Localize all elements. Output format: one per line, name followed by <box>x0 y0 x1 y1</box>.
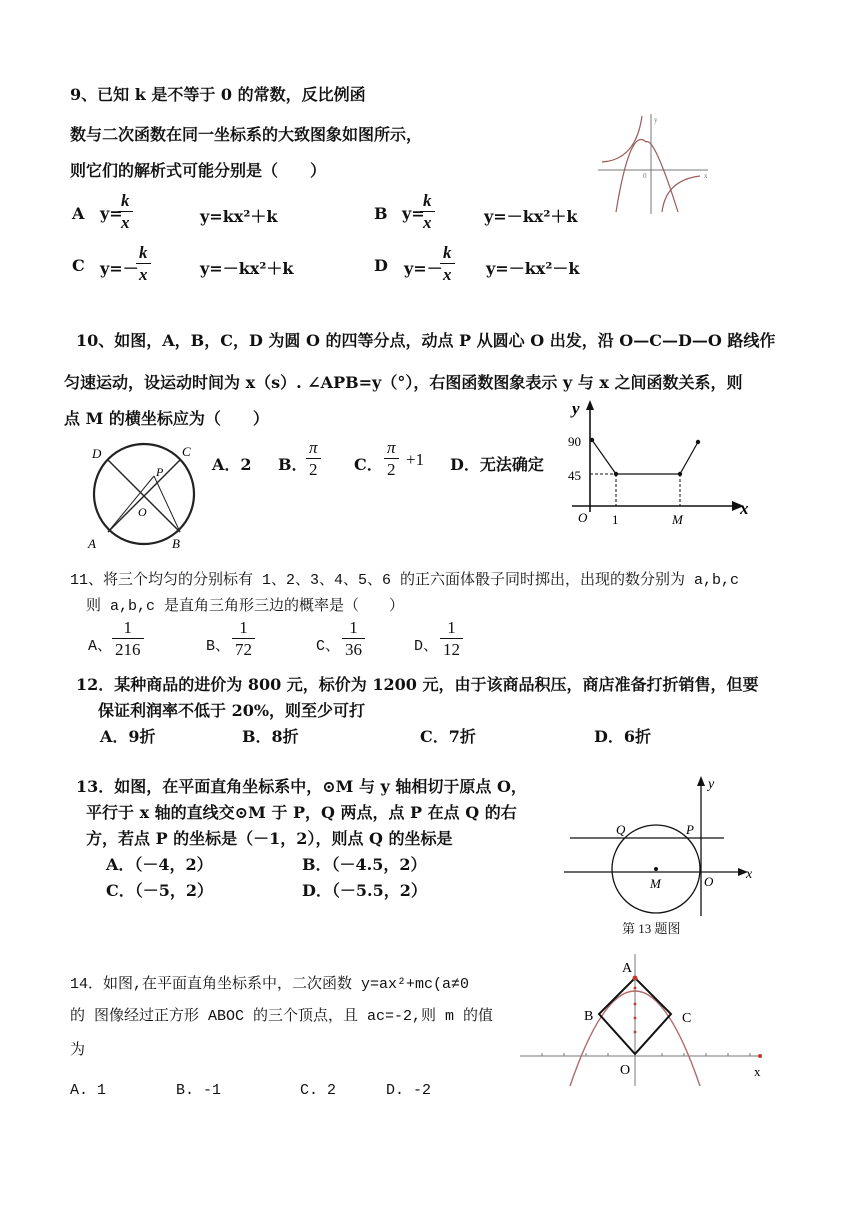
q13-figure <box>558 768 758 940</box>
q11-opt-a-den: 216 <box>112 638 144 661</box>
q14-opt-d: D. -2 <box>386 1082 432 1099</box>
q9-x-label: x <box>704 172 708 180</box>
q13-q-label: Q <box>616 822 626 837</box>
q9-y-label: y <box>654 116 658 124</box>
q13-stem-line3: 方，若点 P 的坐标是（－1，2），则点 Q 的坐标是 <box>86 829 453 848</box>
q13-x-label: x <box>746 867 753 882</box>
q13-opt-a: A．（－4，2） <box>106 855 213 874</box>
q11-opt-d-fraction <box>440 618 463 661</box>
q10-stem-line2: 匀速运动，设运动时间为 x（s）. ∠APB=y（°），右图函数图象表示 y 与 x 之间函数关系，则 <box>64 373 743 392</box>
q9-opt-c-fraction <box>136 243 151 286</box>
q9-opt-a-fraction <box>118 191 133 234</box>
q14-label-b: B <box>584 1009 594 1024</box>
q10-point-m <box>678 472 682 476</box>
q9-parabola <box>616 139 678 212</box>
q11-opt-a-label: A、 <box>88 638 113 655</box>
q10-tick-m: M <box>672 512 683 527</box>
q9-opt-b-fraction <box>420 191 435 234</box>
q10-opt-c-fraction <box>384 438 399 481</box>
q14-label-a: A <box>622 961 633 976</box>
q10-function-graph <box>562 396 758 528</box>
q13-o-label: O <box>704 874 714 889</box>
q13-stem-line2: 平行于 x 轴的直线交⊙M 于 P，Q 两点，点 P 在点 Q 的右 <box>86 803 517 822</box>
q11-opt-c-num: 1 <box>349 618 358 637</box>
q9-opt-a-quad: y=kx²＋k <box>200 207 278 226</box>
q13-opt-d: D．（－5.5，2） <box>302 881 427 900</box>
q9-opt-a-den: x <box>118 211 133 234</box>
q9-opt-b-den: x <box>420 211 435 234</box>
q10-label-a: A <box>88 536 96 551</box>
q9-opt-b-quad: y=－kx²＋k <box>484 207 578 226</box>
q9-opt-c-quad: y=－kx²＋k <box>200 259 294 278</box>
q13-y-label: y <box>708 777 715 792</box>
q10-segment-ap <box>108 476 154 532</box>
q14-label-c: C <box>682 1011 692 1026</box>
q9-figure <box>596 112 716 216</box>
q11-opt-b-fraction <box>232 618 255 661</box>
q13-center-dot <box>654 867 658 871</box>
q11-opt-c-label: C、 <box>316 638 341 655</box>
q10-label-b: B <box>172 536 180 551</box>
q12-stem-line1: 12．某种商品的进价为 800 元，标价为 1200 元，由于该商品积压，商店准备打折销售，但要 <box>76 675 759 694</box>
q9-opt-b-letter: B <box>374 204 388 223</box>
q9-opt-d-pre: y=－ <box>404 259 443 278</box>
q10-tick-1: 1 <box>612 512 619 527</box>
q14-label-x: x <box>754 1064 761 1079</box>
q11-stem-line1: 11、将三个均匀的分别标有 1、2、3、4、5、6 的正六面体骰子同时掷出，出现的数分别为 a,b,c <box>70 572 740 589</box>
q12-opt-c: C．7折 <box>420 727 476 746</box>
q9-opt-c-num: k <box>139 243 148 262</box>
q14-x-axis-dot <box>758 1054 762 1058</box>
q10-stem-line3: 点 M 的横坐标应为（ ） <box>64 409 269 428</box>
q11-stem-line2: 则 a,b,c 是直角三角形三边的概率是（ ） <box>86 598 405 615</box>
q11-opt-b-label: B、 <box>206 638 231 655</box>
q10-segment-pb <box>154 476 180 532</box>
q10-tick-45: 45 <box>568 468 581 483</box>
q9-opt-c-pre: y=－ <box>100 259 139 278</box>
q10-graph-y-label: y <box>572 399 580 418</box>
q13-y-arrow <box>697 776 705 786</box>
q9-opt-d-fraction <box>440 243 455 286</box>
q14-point-a <box>633 976 638 981</box>
q9-opt-a-num: k <box>121 191 130 210</box>
q10-opt-b-num: π <box>309 438 318 457</box>
q14-stem-line2: 的 图像经过正方形 ABOC 的三个顶点，且 ac=-2,则 m 的值 <box>70 1008 494 1025</box>
q13-m-label: M <box>650 876 661 891</box>
q9-stem-line2: 数与二次函数在同一坐标系的大致图象如图所示， <box>70 125 423 144</box>
q9-hyperbola-left <box>602 116 642 162</box>
q12-opt-a: A．9折 <box>100 727 156 746</box>
q13-stem-line1: 13．如图，在平面直角坐标系中，⊙M 与 y 轴相切于原点 O， <box>76 777 527 796</box>
q9-stem-line1: 9、已知 k 是不等于 0 的常数，反比例函 <box>70 85 366 104</box>
q14-opt-b: B. -1 <box>176 1082 222 1099</box>
q13-caption: 第 13 题图 <box>622 921 681 936</box>
q10-graph-x-label: x <box>740 499 749 518</box>
q10-opt-a: A．2 <box>212 455 252 474</box>
q13-opt-c: C．（－5，2） <box>106 881 214 900</box>
q10-tick-90: 90 <box>568 434 581 449</box>
q11-opt-b-den: 72 <box>232 638 255 661</box>
q10-opt-d: D．无法确定 <box>450 455 544 474</box>
q10-label-o: O <box>138 505 147 519</box>
q10-stem-line1: 10、如图，A，B，C，D 为圆 O 的四等分点，动点 P 从圆心 O 出发，沿 O—C—D—O 路线作 <box>76 331 776 350</box>
q11-opt-d-label: D、 <box>414 638 439 655</box>
q9-opt-a-pre: y= <box>100 204 123 223</box>
q11-opt-a-fraction <box>112 618 144 661</box>
q14-figure <box>518 950 770 1090</box>
q13-p-label: P <box>686 822 694 837</box>
q11-opt-d-den: 12 <box>440 638 463 661</box>
q10-label-p: P <box>156 465 164 479</box>
q14-stem-line1: 14．如图,在平面直角坐标系中，二次函数 y=ax²+mc(a≠0 <box>70 976 470 993</box>
q11-opt-d-num: 1 <box>447 618 456 637</box>
q11-opt-c-den: 36 <box>342 638 365 661</box>
q10-origin: O <box>578 510 588 525</box>
q14-opt-c: C. 2 <box>300 1082 337 1099</box>
q14-opt-a: A. 1 <box>70 1082 107 1099</box>
q10-point-end <box>696 440 700 444</box>
q12-stem-line2: 保证利润率不低于 20%，则至少可打 <box>98 701 366 720</box>
q10-opt-c-den: 2 <box>384 458 399 481</box>
q9-opt-d-num: k <box>443 243 452 262</box>
q11-opt-c-fraction <box>342 618 365 661</box>
q14-label-o: O <box>620 1063 631 1078</box>
q10-point-start <box>590 438 594 442</box>
q9-opt-c-den: x <box>136 263 151 286</box>
q10-opt-b-den: 2 <box>306 458 321 481</box>
q13-opt-b: B．（－4.5，2） <box>302 855 427 874</box>
q11-opt-b-num: 1 <box>239 618 248 637</box>
q10-label-c: C <box>182 444 191 459</box>
q9-opt-d-den: x <box>440 263 455 286</box>
q12-opt-d: D．6折 <box>594 727 652 746</box>
q12-opt-b: B．8折 <box>242 727 299 746</box>
q10-opt-b-fraction <box>306 438 321 481</box>
q11-opt-a-num: 1 <box>123 618 132 637</box>
q10-graph-y-arrow <box>586 400 594 410</box>
q9-opt-d-letter: D <box>374 256 388 275</box>
q9-opt-a-letter: A <box>72 204 85 223</box>
q10-opt-b-letter: B． <box>278 455 308 474</box>
q10-opt-c-tail: +1 <box>406 450 425 469</box>
q10-graph-line <box>592 440 698 474</box>
q9-opt-b-num: k <box>423 191 432 210</box>
q10-point-1 <box>614 472 618 476</box>
q9-opt-b-pre: y= <box>402 204 425 223</box>
q10-circle-figure <box>84 440 200 552</box>
q10-opt-c-num: π <box>387 438 396 457</box>
q9-opt-c-letter: C <box>72 256 85 275</box>
q14-stem-line3: 为 <box>70 1042 86 1059</box>
q10-opt-c-letter: C． <box>354 455 383 474</box>
q9-origin-label: 0 <box>643 172 647 180</box>
q9-opt-d-quad: y=－kx²－k <box>486 259 580 278</box>
q9-stem-line3: 则它们的解析式可能分别是（ ） <box>70 161 327 180</box>
q10-label-d: D <box>92 446 102 461</box>
